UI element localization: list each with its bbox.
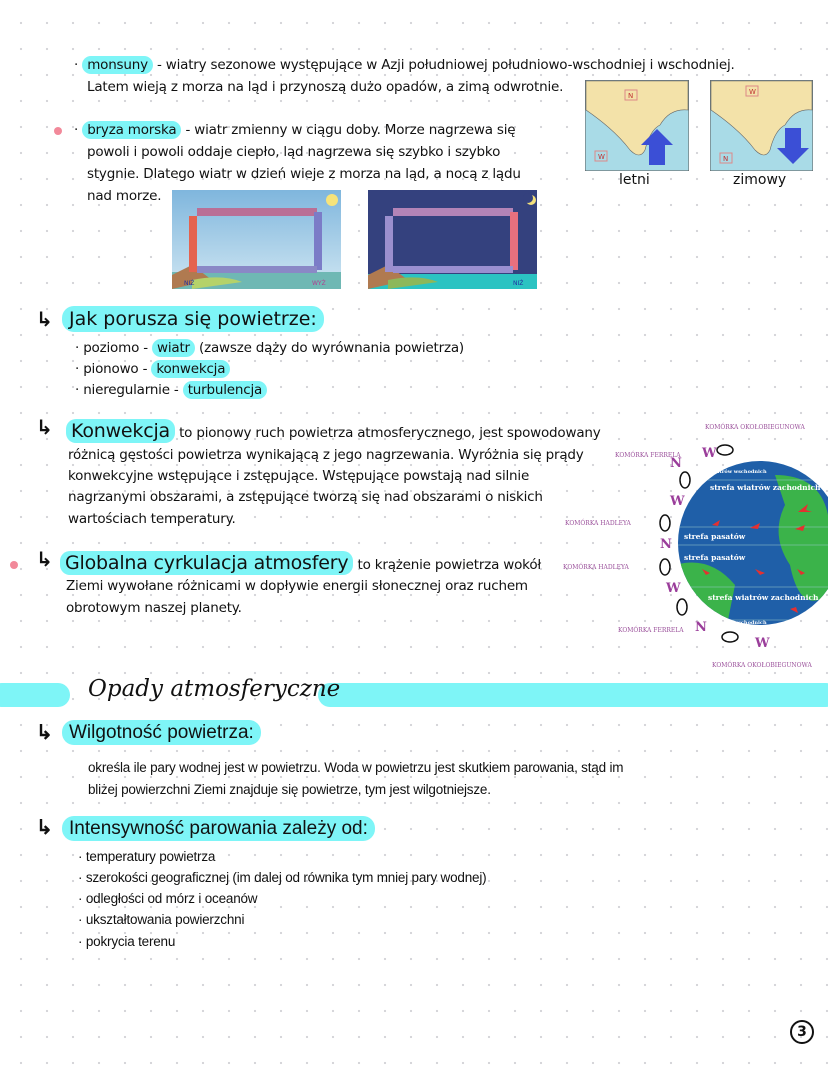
term-highlight: konwekcja bbox=[151, 360, 230, 378]
definition: to krążenie powietrza wokół bbox=[353, 557, 542, 573]
w-label: W bbox=[702, 446, 717, 461]
global-circulation-diagram bbox=[560, 415, 828, 673]
arrow-icon: ↳ bbox=[36, 722, 53, 744]
w-label: W bbox=[755, 636, 770, 651]
n-label: N bbox=[695, 620, 707, 635]
list-item: · pionowo - konwekcja bbox=[75, 361, 230, 377]
w-label: W bbox=[666, 581, 681, 596]
arrow-top bbox=[197, 208, 317, 216]
term-highlight: wiatr bbox=[152, 339, 195, 357]
section-heading bbox=[62, 308, 324, 330]
item-text: temperatury powietrza bbox=[85, 849, 216, 864]
low-label: NIŻ bbox=[513, 280, 524, 287]
polar-cell-label: KOMÓRKA OKOŁOBIEGUNOWA bbox=[712, 662, 812, 669]
summer-monsoon-map bbox=[585, 80, 689, 171]
pink-marker bbox=[10, 561, 18, 569]
zone-label: wiatrów wschodnich bbox=[710, 469, 767, 475]
ferrel-cell-label: KOMÓRKA FERRELA bbox=[615, 452, 681, 459]
list-item: · pokrycia terenu bbox=[78, 934, 176, 949]
caption-winter: zimowy bbox=[733, 172, 787, 188]
definition: - wiatr zmienny w ciągu doby. Morze nagrzewa się bbox=[181, 122, 516, 138]
arrow-icon: ↳ bbox=[36, 307, 53, 331]
convection-line bbox=[66, 420, 601, 442]
n-label: N bbox=[670, 456, 682, 471]
zone-label: strefa pasatów bbox=[684, 553, 746, 562]
heading-text: Intensywność parowania zależy od: bbox=[62, 816, 375, 841]
item-text: szerokości geograficznej (im dalej od równika tym mniej pary wodnej) bbox=[85, 870, 487, 885]
list-item: · szerokości geograficznej (im dalej od równika tym mniej pary wodnej) bbox=[78, 870, 487, 885]
item-text: ukształtowania powierzchni bbox=[85, 912, 245, 927]
hadley-cell-label: KOMÓRKA HADLEYA bbox=[563, 564, 629, 571]
item-text: odległości od mórz i oceanów bbox=[85, 891, 258, 906]
arrow-icon: ↳ bbox=[36, 547, 53, 571]
monsuny-line: · monsuny - wiatry sezonowe występujące w Azji południowej południowo-wschodniej i wschodniej. bbox=[74, 57, 735, 73]
term-highlight: bryza morska bbox=[82, 121, 181, 139]
term-highlight: turbulencja bbox=[183, 381, 267, 399]
text-line: określa ile pary wodnej jest w powietrzu. Woda w powietrzu jest skutkiem parowania, stąd im bbox=[88, 760, 624, 775]
hadley-cell-label: KOMÓRKA HADLEYA bbox=[565, 520, 631, 527]
text-line: bliżej powierzchni Ziemi znajduje się powietrze, tym jest wilgotniejsze. bbox=[88, 782, 491, 797]
text-line: Ziemi wywołane różnicami w dopływie energii słonecznej oraz ruchem bbox=[66, 578, 528, 594]
night-breeze-image bbox=[368, 190, 537, 289]
text-line: wartościach temperatury. bbox=[68, 511, 236, 527]
winter-monsoon-map bbox=[710, 80, 813, 171]
text-line: nad morze. bbox=[87, 188, 162, 204]
zone-label: strefa wiatrów zachodnich bbox=[708, 593, 819, 602]
map-label: N bbox=[723, 155, 729, 163]
zone-label: wiatrów wschodnich bbox=[710, 620, 767, 626]
map-label: W bbox=[749, 88, 756, 96]
text-line: powoli i powoli oddaje ciepło, ląd nagrzewa się szybko i szybko bbox=[87, 144, 501, 160]
low-label: NIŻ bbox=[184, 280, 195, 287]
circulation-line bbox=[60, 552, 541, 574]
text-line: stygnie. Dlatego wiatr w dzień wieje z morza na ląd, a nocą z lądu bbox=[87, 166, 521, 182]
zone-label: strefa pasatów bbox=[684, 532, 746, 541]
item-text: (zawsze dąży do wyrównania powietrza) bbox=[194, 340, 464, 356]
map-label: W bbox=[598, 153, 605, 161]
zone-label: strefa wiatrów zachodnich bbox=[710, 483, 821, 492]
arrow-icon: ↳ bbox=[36, 817, 53, 839]
map-label: N bbox=[628, 92, 634, 100]
item-text: nieregularnie - bbox=[83, 382, 183, 398]
ferrel-cell-label: KOMÓRKA FERRELA bbox=[618, 627, 684, 634]
item-text: pionowo - bbox=[83, 361, 152, 377]
text-line: obrotowym naszej planety. bbox=[66, 600, 242, 616]
heading-text: Wilgotność powietrza: bbox=[62, 720, 261, 745]
term-highlight: Konwekcja bbox=[66, 419, 175, 443]
list-item: · temperatury powietrza bbox=[78, 849, 216, 864]
definition: to pionowy ruch powietrza atmosferycznego, jest spowodowany bbox=[174, 425, 601, 441]
item-text: poziomo - bbox=[83, 340, 152, 356]
term-highlight: monsuny bbox=[82, 56, 153, 74]
text-line: różnicą gęstości powietrza wynikającą z jego nagrzewania. Wyróżnia się prądy bbox=[68, 447, 584, 463]
n-label: N bbox=[660, 537, 672, 552]
text-line: nagrzanymi obszarami, a zstępujące tworzą się nad obszarami o niskich bbox=[68, 489, 543, 505]
text-line: konwekcyjne wstępujące i zstępujące. Wstępujące powstają nad silnie bbox=[68, 468, 530, 484]
polar-cell-label: KOMÓRKA OKOŁOBIEGUNOWA bbox=[705, 424, 805, 431]
list-item: · ukształtowania powierzchni bbox=[78, 912, 245, 927]
high-label: WYŻ bbox=[312, 280, 326, 287]
w-label: W bbox=[670, 494, 685, 509]
list-item: · poziomo - wiatr (zawsze dąży do wyrównania powietrza) bbox=[75, 340, 464, 356]
term-highlight: Globalna cyrkulacja atmosfery bbox=[60, 551, 353, 575]
list-item: · nieregularnie - turbulencja bbox=[75, 382, 267, 398]
caption-summer: letni bbox=[619, 172, 650, 188]
page-number: 3 bbox=[790, 1020, 814, 1044]
banner-left bbox=[0, 683, 70, 707]
definition: - wiatry sezonowe występujące w Azji południowej południowo-wschodniej i wschodniej. bbox=[152, 57, 735, 73]
section-title: Opady atmosferyczne bbox=[88, 676, 341, 702]
arrow-icon: ↳ bbox=[36, 415, 53, 439]
bryza-line: · bryza morska - wiatr zmienny w ciągu doby. Morze nagrzewa się bbox=[74, 122, 516, 138]
section-heading bbox=[62, 818, 375, 840]
list-item: · odległości od mórz i oceanów bbox=[78, 891, 258, 906]
banner-right bbox=[318, 683, 828, 707]
heading-text: Jak porusza się powietrze: bbox=[62, 306, 324, 332]
day-breeze-image bbox=[172, 190, 341, 289]
text-line: Latem wieją z morza na ląd i przynoszą dużo opadów, a zimą odwrotnie. bbox=[87, 79, 564, 95]
pink-marker bbox=[54, 127, 62, 135]
section-heading bbox=[62, 722, 261, 744]
item-text: pokrycia terenu bbox=[85, 934, 176, 949]
